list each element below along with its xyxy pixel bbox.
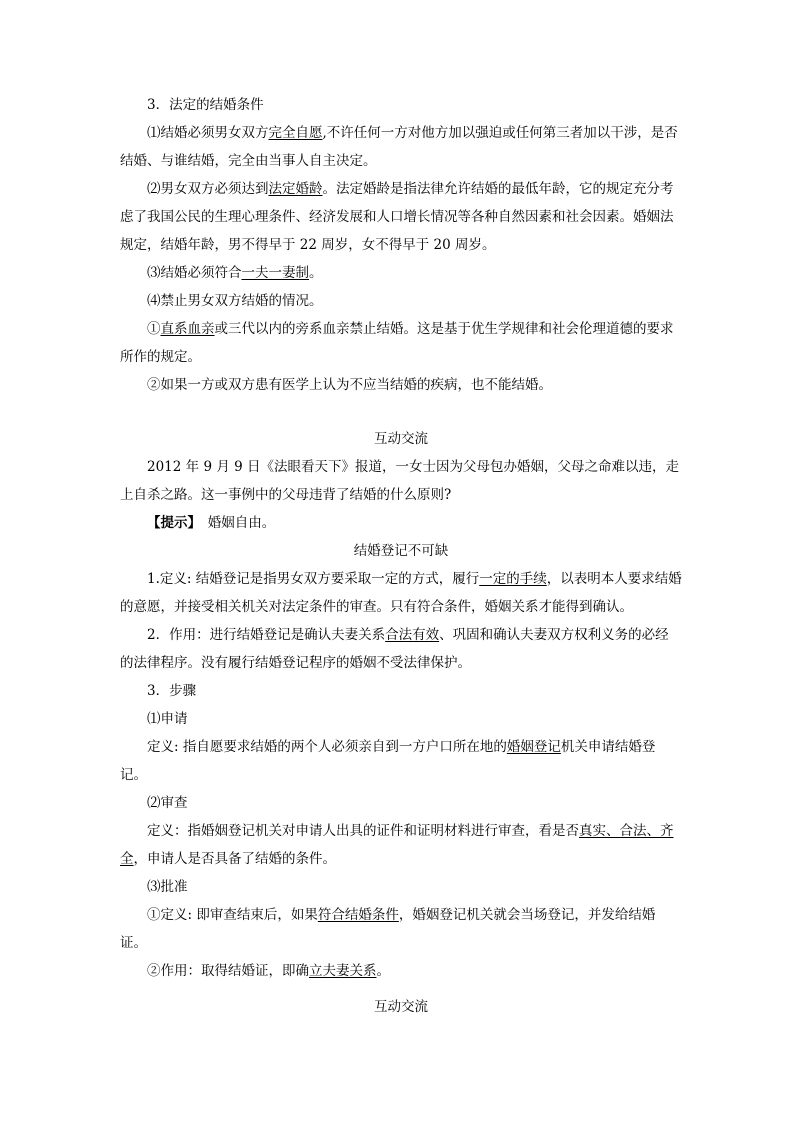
paragraph-monogamy: ⑶结婚必须符合一夫一妻制。: [147, 265, 323, 281]
step-review-definition: 定义：指婚姻登记机关对申请人出具的证件和证明材料进行审查，看是否真实、合法、齐全，申请人是否具备了结婚的条件。: [120, 823, 674, 867]
heading-steps: 3．步骤: [147, 683, 197, 699]
step-review-title: ⑵审查: [147, 795, 188, 811]
underlined-term: 真实、合法、齐全: [120, 823, 674, 867]
paragraph-prohibited-cases: ⑷禁止男女双方结婚的情况。: [147, 293, 323, 309]
underlined-term: 直系血亲: [160, 321, 215, 337]
paragraph-legal-age: ⑵男女双方必须达到法定婚龄。法定婚龄是指法律允许结婚的最低年龄，它的规定充分考虑了我国公民的生理心理条件、经济发展和人口增长情况等各种自然因素和社会因素。婚姻法规定，结婚年龄，男不得早于 22 周岁，女不得早于 20 周岁。: [120, 181, 674, 253]
exchange-title-2: 互动交流: [374, 999, 428, 1015]
paragraph-registration-role: 2．作用：进行结婚登记是确认夫妻关系合法有效、巩固和确认夫妻双方权利义务的必经的法律程序。没有履行结婚登记程序的婚姻不受法律保护。: [120, 627, 669, 671]
underlined-term: 一定的手续: [479, 571, 547, 587]
underlined-term: 立夫妻关系: [309, 963, 377, 979]
exchange-hint: 【提示】 婚姻自由。: [147, 515, 276, 531]
paragraph-free-will: ⑴结婚必须男女双方完全自愿,不许任何一方对他方加以强迫或任何第三者加以干涉，是否结婚、与谁结婚，完全由当事人自主决定。: [120, 125, 678, 169]
underlined-term: 一夫一妻制: [241, 265, 309, 281]
exchange-question: 2012 年 9 月 9 日《法眼看天下》报道，一女士因为父母包办婚姻，父母之命难以违，走上自杀之路。这一事例中的父母违背了结婚的什么原则?: [120, 459, 679, 503]
underlined-term: 完全自愿: [268, 125, 323, 141]
step-approve-role: ②作用：取得结婚证，即确立夫妻关系。: [147, 963, 390, 979]
heading-marriage-conditions: 3．法定的结婚条件: [147, 97, 264, 113]
paragraph-blood-relatives: ①直系血亲或三代以内的旁系血亲禁止结婚。这是基于优生学规律和社会伦理道德的要求所作的规定。: [120, 321, 674, 365]
step-approve-definition: ①定义: 即审查结束后，如果符合结婚条件，婚姻登记机关就会当场登记，并发给结婚证。: [120, 907, 656, 951]
paragraph-disease: ②如果一方或双方患有医学上认为不应当结婚的疾病，也不能结婚。: [147, 377, 552, 393]
exchange-title-1: 互动交流: [374, 431, 428, 447]
hint-label: 【提示】: [147, 515, 195, 531]
underlined-term: 合法有效: [385, 627, 440, 643]
underlined-term: 符合结婚条件: [317, 907, 399, 923]
step-apply-title: ⑴申请: [147, 711, 188, 727]
step-apply-definition: 定义: 指自愿要求结婚的两个人必须亲自到一方户口所在地的婚姻登记机关申请结婚登记。: [120, 739, 656, 783]
step-approve-title: ⑶批准: [147, 879, 188, 895]
underlined-term: 法定婚龄: [268, 181, 323, 197]
section-title-registration: 结婚登记不可缺: [353, 543, 449, 559]
underlined-term: 婚姻登记: [506, 739, 561, 755]
paragraph-registration-definition: 1.定义: 结婚登记是指男女双方要采取一定的方式，履行一定的手续，以表明本人要求结婚的意愿，并接受相关机关对法定条件的审查。只有符合条件，婚姻关系才能得到确认。: [120, 571, 682, 615]
